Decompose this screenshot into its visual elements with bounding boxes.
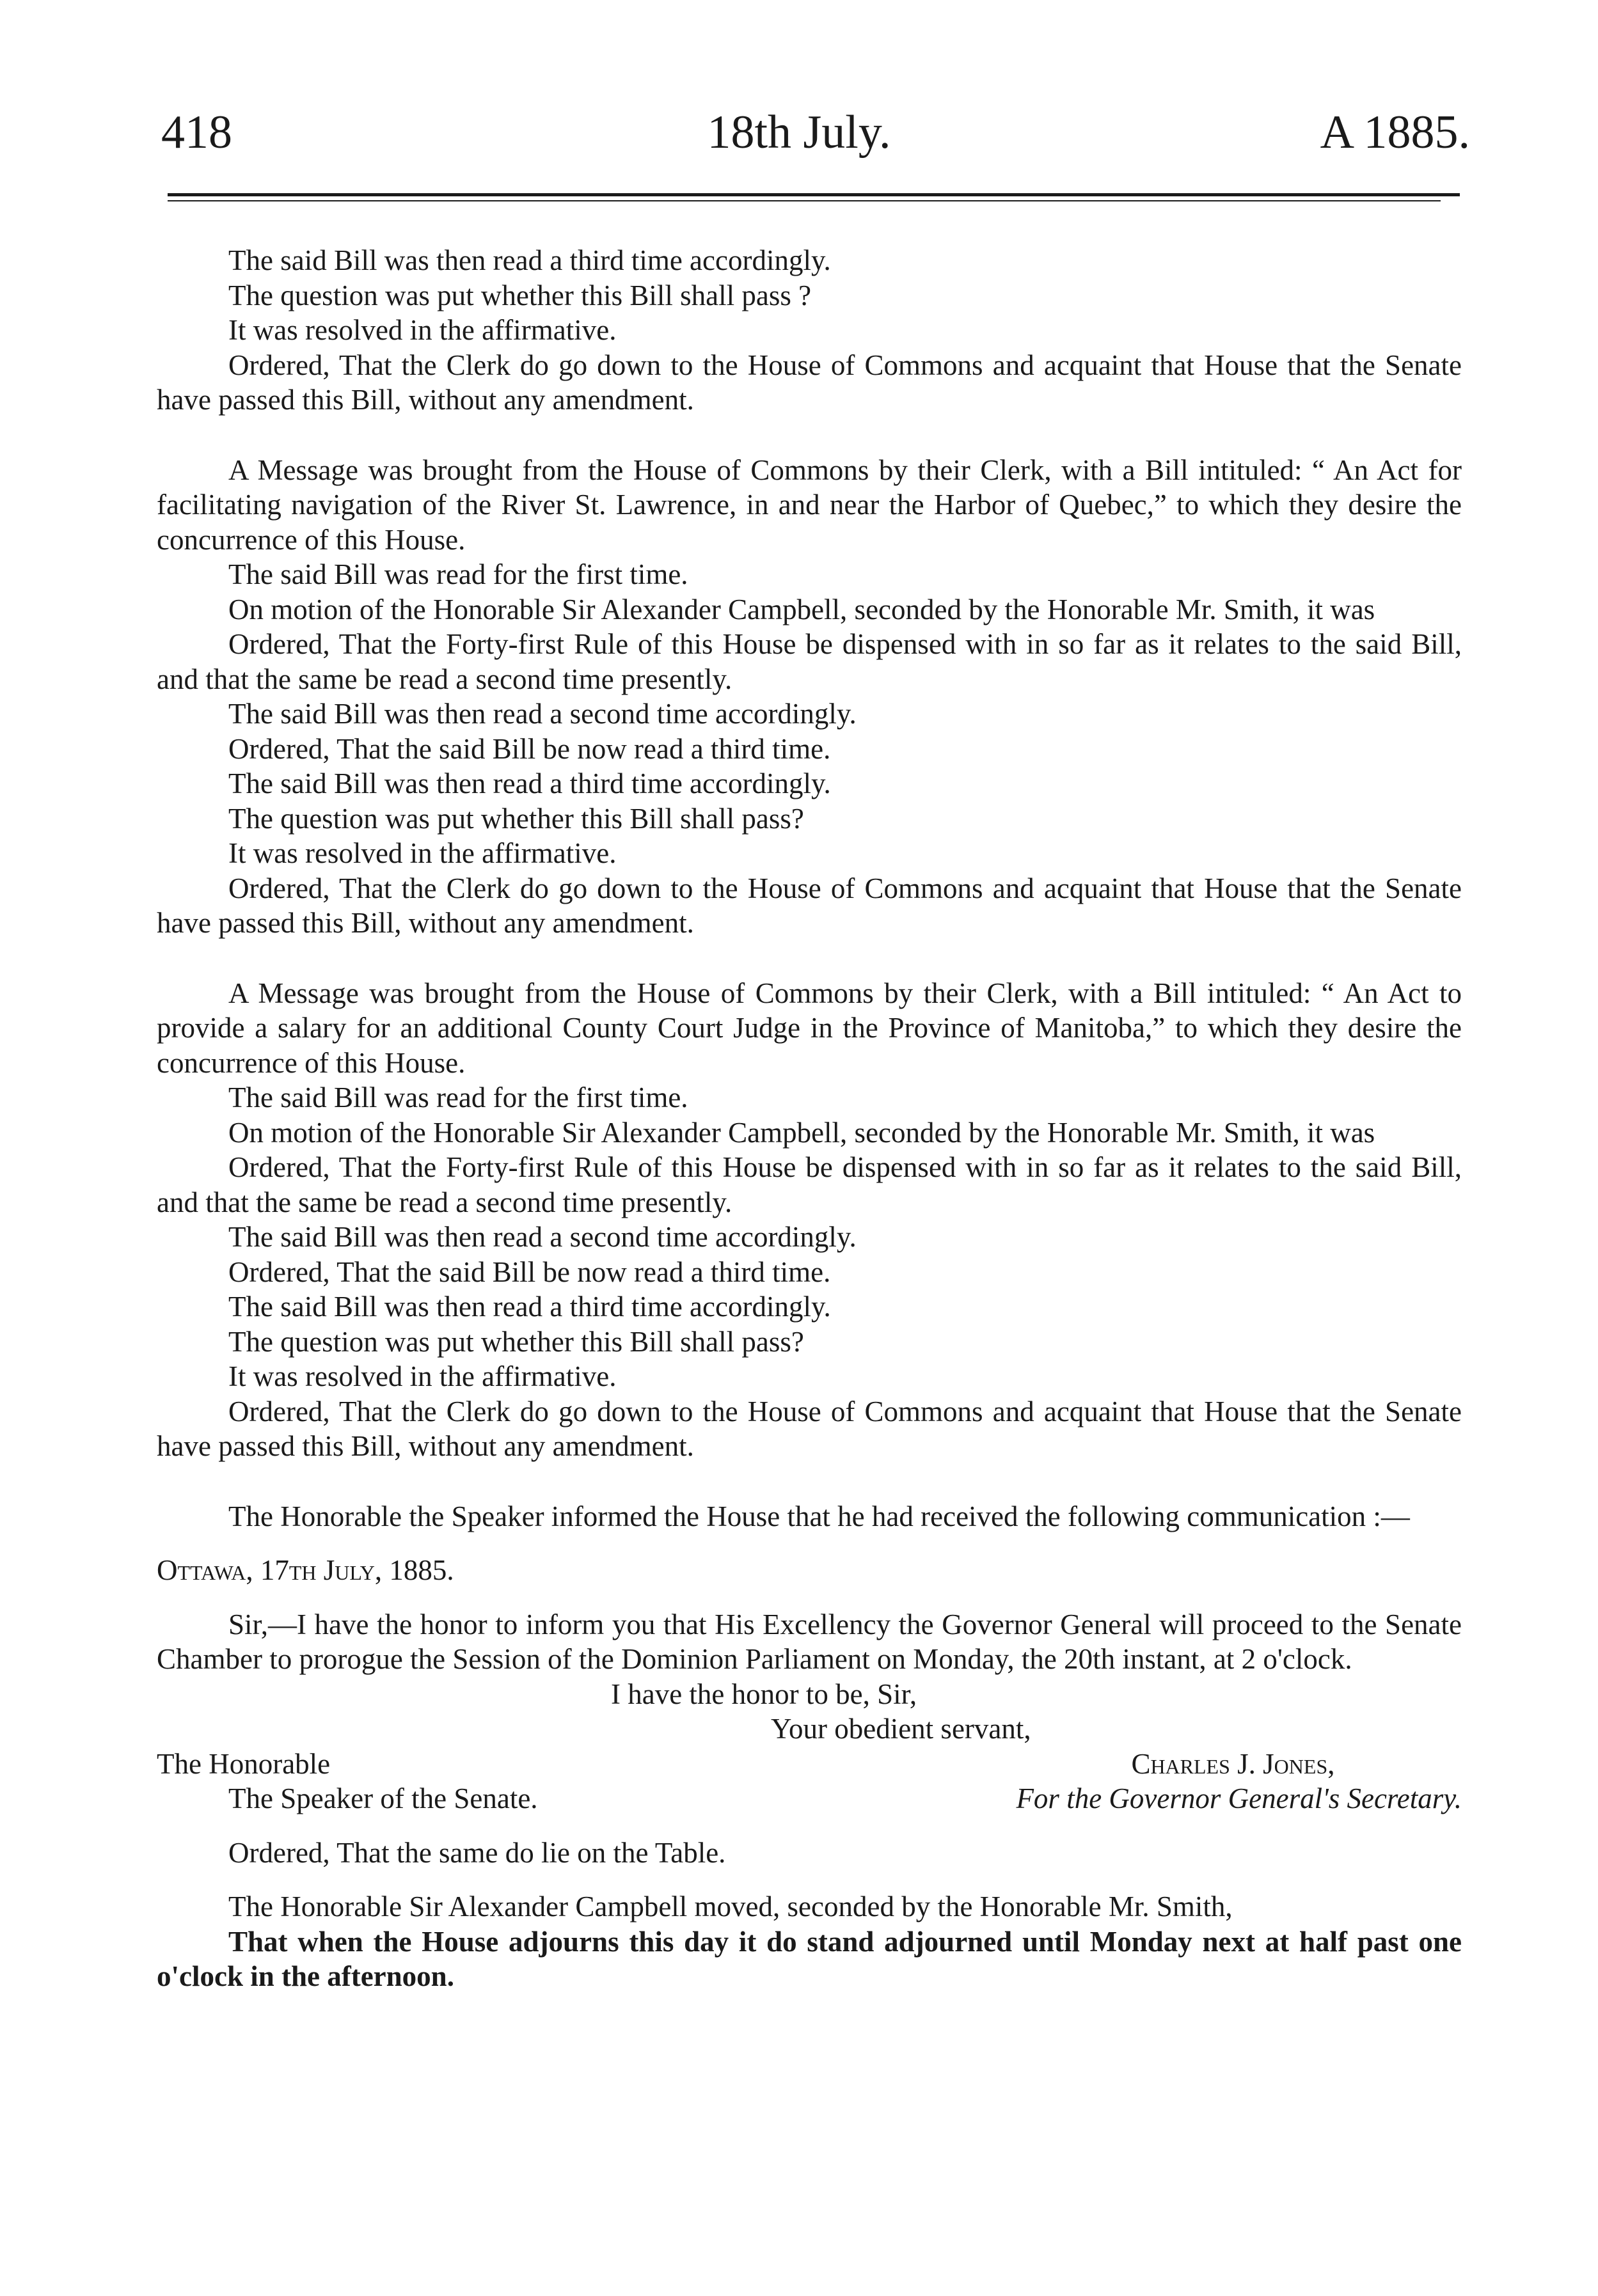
paragraph: The said Bill was then read a third time accordingly. [228,244,831,276]
paragraph: Ordered, That the Clerk do go down to the House of Commons and acquaint that House that the Senate have passed this Bill, without any amendment. [157,349,1462,416]
paragraph: Ordered, That the said Bill be now read a third time. [228,1255,831,1288]
paragraph: The said Bill was read for the first time. [228,1081,688,1113]
paragraph: The said Bill was read for the first time. [228,558,688,590]
paragraph: The said Bill was then read a second time accordingly. [228,698,857,730]
paragraph: That when the House adjourns this day it do stand adjourned until Monday next at half past one o'clock in the afternoon. [157,1925,1462,1992]
letter-signer: Charles J. Jones, [1131,1747,1335,1780]
letter-place-date: Ottawa, 17th July, 1885. [157,1554,454,1586]
page-year: A 1885. [1320,106,1470,159]
paragraph: Ordered, That the Clerk do go down to the House of Commons and acquaint that House that the Senate have passed this Bill, without any amendment. [157,1395,1462,1462]
letter-addressee-2: The Speaker of the Senate. [228,1782,538,1814]
paragraph: Ordered, That the Forty-first Rule of this House be dispensed with in so far as it relates to the said Bill, and that the same be read a second time presently. [157,1151,1462,1218]
paragraph: Ordered, That the Clerk do go down to the House of Commons and acquaint that House that the Senate have passed this Bill, without any amendment. [157,872,1462,939]
paragraph: It was resolved in the affirmative. [228,1360,617,1392]
paragraph: The question was put whether this Bill shall pass? [228,802,804,835]
journal-body [157,243,1462,1994]
letter-signer-title: For the Governor General's Secretary. [1016,1782,1462,1814]
paragraph: The said Bill was then read a third time accordingly. [228,767,831,799]
letter-body: Sir,—I have the honor to inform you that His Excellency the Governor General will proceed to the Senate Chamber to prorogue the Session of the Dominion Parliament on Monday, the 20th instant, at 2 o'clock. [157,1608,1462,1675]
paragraph: The Honorable Sir Alexander Campbell moved, seconded by the Honorable Mr. Smith, [228,1891,1233,1923]
paragraph: Ordered, That the Forty-first Rule of this House be dispensed with in so far as it relates to the said Bill, and that the same be read a second time presently. [157,628,1462,695]
paragraph: The question was put whether this Bill shall pass ? [228,279,812,311]
letter-signature-block [157,1747,1462,1816]
paragraph: On motion of the Honorable Sir Alexander Campbell, seconded by the Honorable Mr. Smith, it was [228,1116,1375,1149]
paragraph: The question was put whether this Bill shall pass? [228,1325,804,1358]
paragraph: The said Bill was then read a third time accordingly. [228,1291,831,1323]
paragraph: It was resolved in the affirmative. [228,837,617,869]
letter-closing-2: Your obedient servant, [771,1713,1031,1745]
paragraph: It was resolved in the affirmative. [228,314,617,346]
paragraph: A Message was brought from the House of Commons by their Clerk, with a Bill intituled: “ An Act for facilitating navigation of the River St. Lawrence, in and near the Harbor of Quebec,” to which they desire the concurrence of this House. [157,453,1462,556]
paragraph: Ordered, That the said Bill be now read a third time. [228,732,831,765]
paragraph: On motion of the Honorable Sir Alexander Campbell, seconded by the Honorable Mr. Smith, it was [228,593,1375,625]
paragraph: The said Bill was then read a second time accordingly. [228,1221,857,1253]
paragraph: The Honorable the Speaker informed the House that he had received the following communication :— [228,1500,1410,1532]
header-rule [168,193,1460,201]
paragraph: A Message was brought from the House of Commons by their Clerk, with a Bill intituled: “ An Act to provide a salary for an additional County Court Judge in the Province of Manitoba,” to which they desire the concurrence of this House. [157,977,1462,1079]
page-number: 418 [161,106,232,159]
page-date-heading: 18th July. [707,106,891,159]
paragraph: Ordered, That the same do lie on the Table. [228,1836,726,1869]
letter-closing-1: I have the honor to be, Sir, [611,1678,917,1710]
letter-addressee-1: The Honorable [157,1747,331,1780]
